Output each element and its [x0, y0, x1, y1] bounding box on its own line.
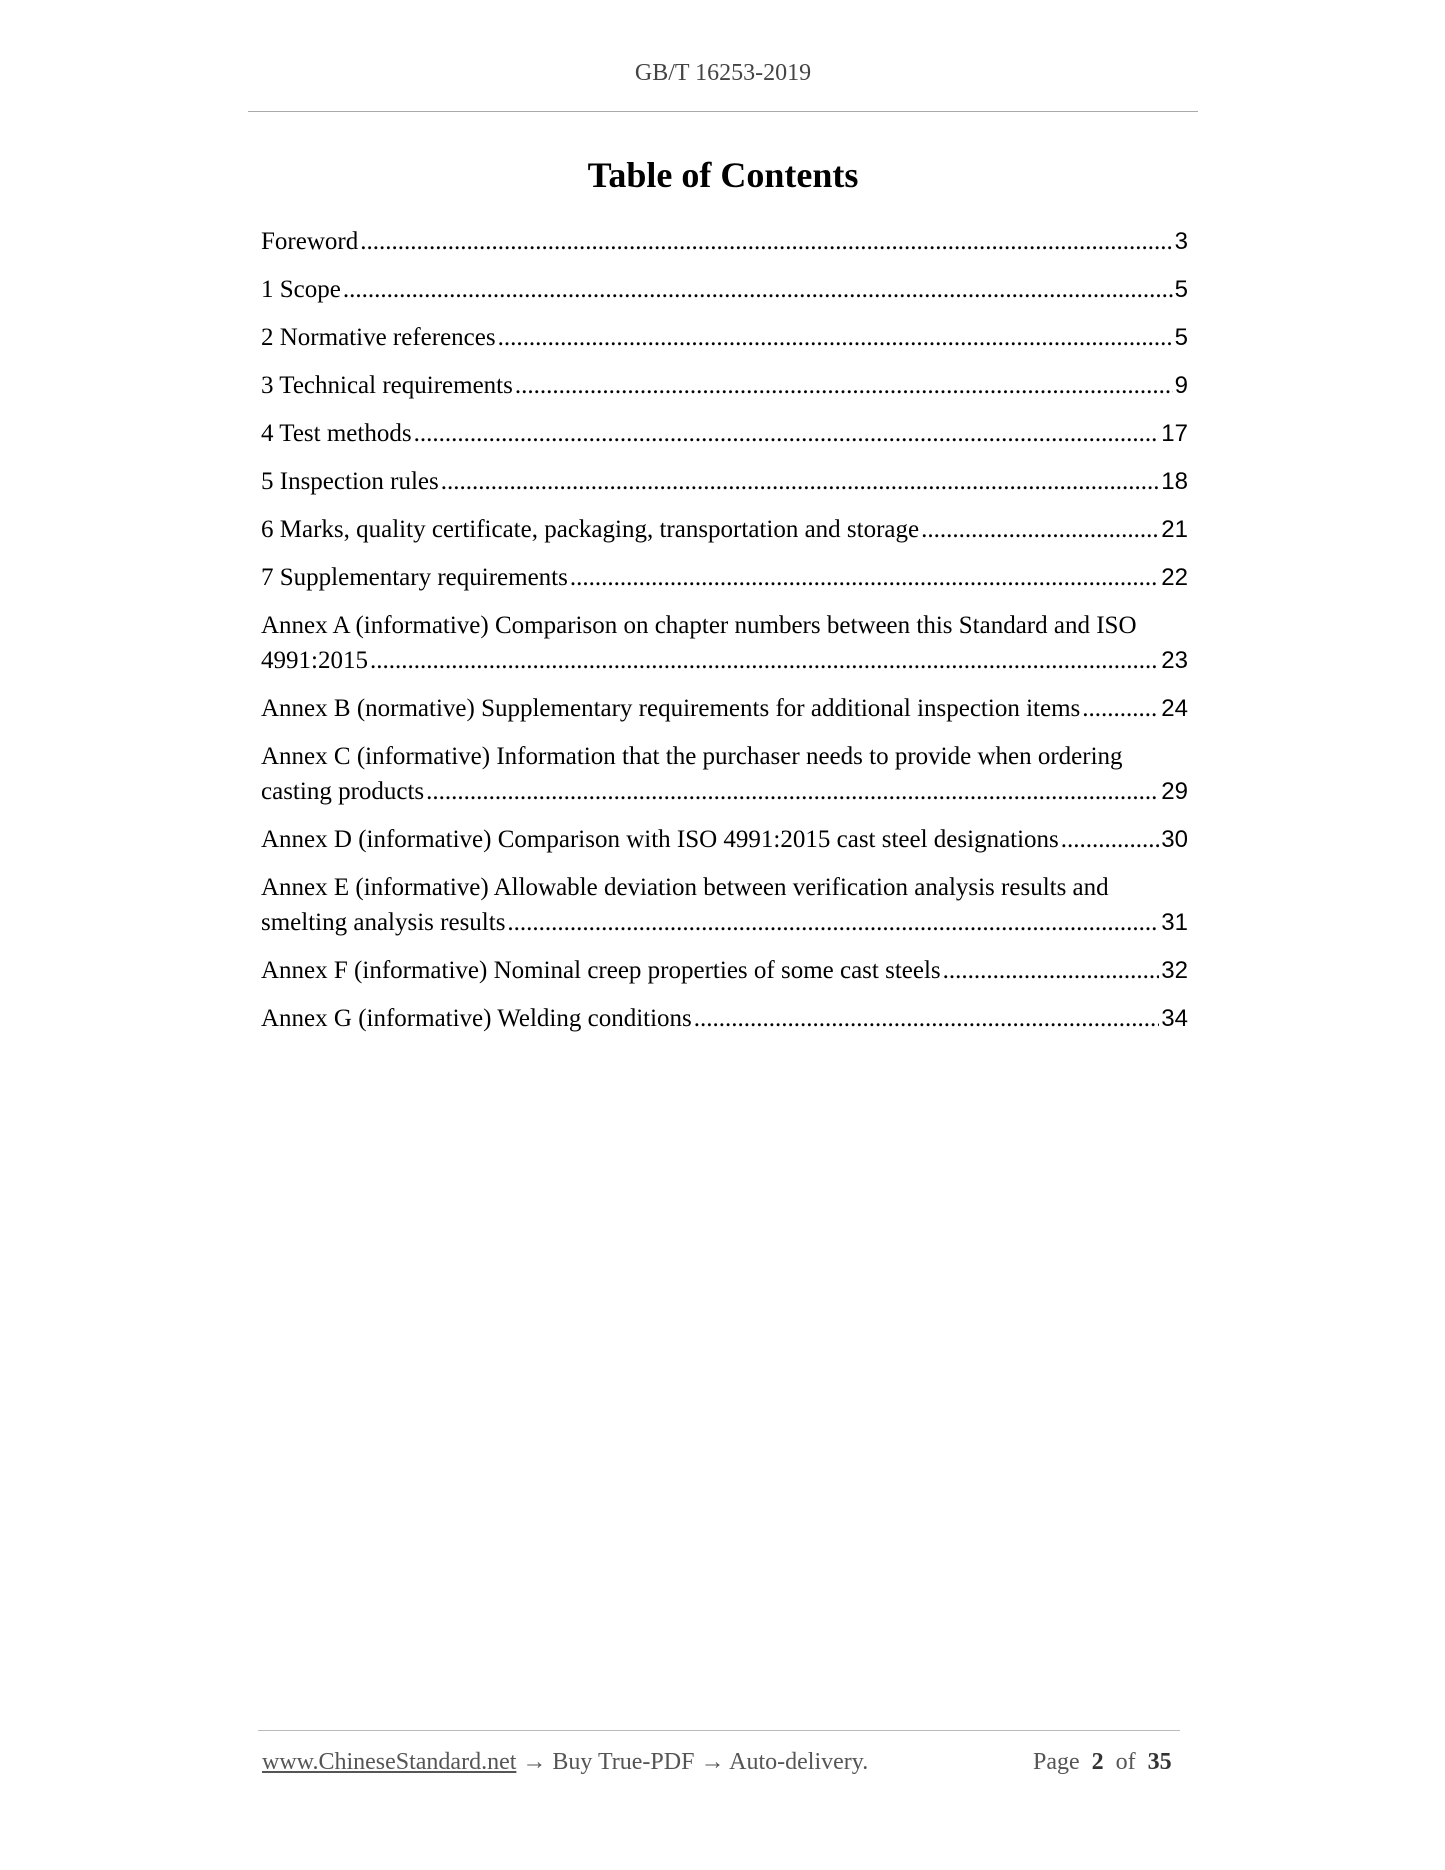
toc-entry-annex-a[interactable] [261, 608, 1188, 678]
toc-entry-page: 18 [1161, 468, 1188, 495]
toc-entry-label: Annex F (informative) Nominal creep properties of some cast steels [261, 957, 941, 984]
toc-entry-annex-e[interactable] [261, 870, 1188, 940]
page-title: Table of Contents [587, 155, 859, 195]
auto-delivery-text: Auto-delivery. [729, 1749, 869, 1775]
arrow-right-icon: → [522, 1749, 547, 1775]
toc-dot-leader [507, 905, 1159, 940]
toc-dot-leader [498, 320, 1173, 355]
toc-entry-label: Annex A (informative) Comparison on chapter numbers between this Standard and ISO [261, 612, 1137, 639]
toc-dot-leader [943, 953, 1160, 988]
toc-dot-leader [921, 512, 1159, 547]
footer-promo [262, 1749, 868, 1776]
toc-entry-page: 5 [1174, 324, 1188, 351]
toc-entry-label: Annex B (normative) Supplementary requirements for additional inspection items [261, 695, 1081, 722]
toc-entry-page: 5 [1174, 276, 1188, 303]
toc-entry-label: 2 Normative references [261, 324, 496, 351]
footer-divider [258, 1730, 1180, 1731]
toc-dot-leader [414, 416, 1160, 451]
toc-entry-page: 30 [1161, 826, 1188, 853]
toc-entry-page: 9 [1174, 372, 1188, 399]
toc-entry-annex-d[interactable] [261, 822, 1188, 857]
toc-dot-leader [343, 272, 1173, 307]
toc-entry-label: Foreword [261, 228, 359, 255]
page-word: Page [1033, 1749, 1080, 1775]
of-word: of [1115, 1749, 1136, 1775]
toc-dot-leader [1082, 691, 1159, 726]
toc-entry-page: 3 [1174, 228, 1188, 255]
toc-entry-label: 3 Technical requirements [261, 372, 513, 399]
toc-entry-page: 17 [1161, 420, 1188, 447]
toc-entry-label: 7 Supplementary requirements [261, 564, 568, 591]
page-header-code: GB/T 16253-2019 [634, 60, 812, 86]
toc-entry-page: 23 [1161, 647, 1188, 674]
toc-entry-label: Annex E (informative) Allowable deviation between verification analysis results and [261, 874, 1109, 901]
toc-entry-page: 31 [1161, 909, 1188, 936]
page-number [1033, 1749, 1172, 1776]
toc-entry-supplementary-requirements[interactable] [261, 560, 1188, 595]
toc-entry-label-continued: casting products [261, 778, 425, 805]
toc-dot-leader [1061, 822, 1160, 857]
toc-entry-normative-references[interactable] [261, 320, 1188, 355]
toc-entry-page: 34 [1161, 1005, 1188, 1032]
toc-entry-label: Annex D (informative) Comparison with ISO 4991:2015 cast steel designations [261, 826, 1059, 853]
toc-dot-leader [441, 464, 1160, 499]
toc-entry-page: 21 [1161, 516, 1188, 543]
website-link[interactable]: www.ChineseStandard.net [262, 1749, 517, 1775]
toc-entry-page: 29 [1161, 778, 1188, 805]
toc-entry-label-continued: smelting analysis results [261, 909, 506, 936]
toc-entry-scope[interactable] [261, 272, 1188, 307]
toc-dot-leader [370, 643, 1159, 678]
toc-entry-annex-c[interactable] [261, 739, 1188, 809]
toc-entry-label-continued: 4991:2015 [261, 647, 368, 674]
toc-entry-label: 4 Test methods [261, 420, 412, 447]
toc-entry-label: 1 Scope [261, 276, 341, 303]
toc-entry-inspection-rules[interactable] [261, 464, 1188, 499]
toc-dot-leader [360, 224, 1172, 259]
toc-dot-leader [694, 1001, 1160, 1036]
toc-entry-annex-g[interactable] [261, 1001, 1188, 1036]
toc-entry-foreword[interactable] [261, 224, 1188, 259]
page-current: 2 [1091, 1749, 1104, 1775]
toc-entry-test-methods[interactable] [261, 416, 1188, 451]
toc-entry-page: 22 [1161, 564, 1188, 591]
arrow-right-icon: → [700, 1749, 725, 1775]
toc-entry-technical-requirements[interactable] [261, 368, 1188, 403]
toc-entry-label: 5 Inspection rules [261, 468, 439, 495]
toc-entry-marks[interactable] [261, 512, 1188, 547]
toc-entry-page: 24 [1161, 695, 1188, 722]
page-total: 35 [1147, 1749, 1172, 1775]
toc-entry-label: Annex G (informative) Welding conditions [261, 1005, 692, 1032]
toc-dot-leader [570, 560, 1159, 595]
toc-entry-annex-f[interactable] [261, 953, 1188, 988]
toc-entry-page: 32 [1161, 957, 1188, 984]
buy-pdf-text: Buy True-PDF [552, 1749, 695, 1775]
toc-dot-leader [515, 368, 1173, 403]
toc-dot-leader [426, 774, 1159, 809]
table-of-contents [261, 224, 1188, 1049]
toc-entry-label: Annex C (informative) Information that the purchaser needs to provide when ordering [261, 743, 1123, 770]
toc-entry-label: 6 Marks, quality certificate, packaging, transportation and storage [261, 516, 920, 543]
header-divider [248, 111, 1198, 112]
toc-entry-annex-b[interactable] [261, 691, 1188, 726]
